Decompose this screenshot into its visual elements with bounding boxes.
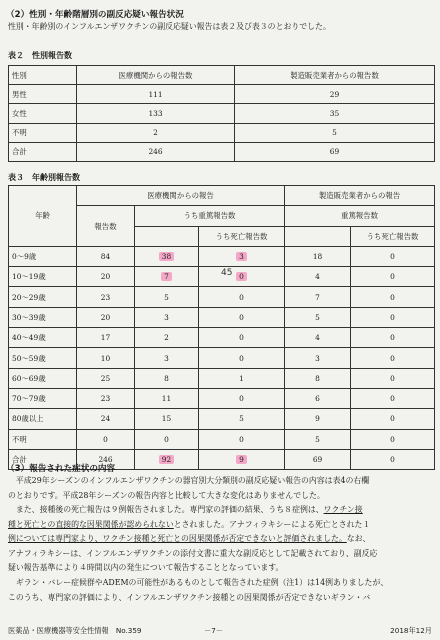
table3-cell: 不明 [9,429,77,449]
table3-cell: 0 [351,429,435,449]
table3-cell: 0 [351,246,435,266]
table2-row [9,123,435,142]
highlighted-value: 92 [159,455,174,464]
table3-cell: 5 [135,287,199,307]
table3-cell: 8 [285,368,351,388]
p1-line-1: 平成29年シーズンのインフルエンザワクチンの器官別大分類別の副反応疑い報告の内容は表4の右欄 [8,476,370,485]
sex-table [8,65,435,162]
mfr-death-header: うち死亡報告数 [351,226,435,246]
table2-cell: 133 [77,104,235,123]
table2-header-cell: 製造販売業者からの報告数 [235,66,435,85]
med-header: 医療機関からの報告 [77,186,285,206]
table2-cell: 35 [235,104,435,123]
table2-cell: 5 [235,123,435,142]
table3-cell: 80歳以上 [9,409,77,429]
mfr-header: 製造販売業者からの報告 [285,186,435,206]
table2-cell: 2 [77,123,235,142]
p2-l2-underline: 種と死亡との直接的な因果関係が認められない [8,519,174,529]
table3-cell: 246 [77,449,135,469]
table3-header-row-1 [9,186,435,206]
p2-l3-text: なお、 [346,534,371,543]
table3-cell: 0 [199,429,285,449]
table2-row [9,85,435,104]
table3-cell: 69 [285,449,351,469]
table3-cell: 8 [135,368,199,388]
table3-cell: 24 [77,409,135,429]
table3-cell: 25 [77,368,135,388]
table3-cell: 0 [351,287,435,307]
table3-cell [135,246,199,266]
p2-line-4: アナフィラキシーは、インフルエンザワクチンの添付文書に重大な副反応として記載されており、副反応 [8,548,378,558]
highlighted-value: 3 [236,252,247,261]
table3-cell: 0～9歳 [9,246,77,266]
table3-row [9,246,435,266]
table3-cell: 30～39歳 [9,307,77,327]
table2-cell: 29 [235,85,435,104]
table3-cell: 10～19歳 [9,267,77,287]
table3-cell: 3 [135,348,199,368]
table3-row [9,328,435,348]
p2-line-1 [8,503,377,518]
table3-cell: 11 [135,388,199,408]
highlighted-value: 0 [236,272,247,281]
table3-cell: 5 [285,307,351,327]
paragraph-3 [8,576,388,605]
table2-cell: 69 [235,142,435,161]
table3-cell: 20～29歳 [9,287,77,307]
table3-cell: 10 [77,348,135,368]
p2-line-2 [8,518,377,533]
table3-cell: 23 [77,388,135,408]
table3-cell: 1 [199,368,285,388]
age-header: 年齢 [9,186,77,247]
table2-cell: 246 [77,142,235,161]
section2-text: 性別・年齢別のインフルエンザワクチンの副反応疑い報告は表２及び表３のとおりでした。 [8,22,331,31]
table3-cell: 20 [77,307,135,327]
table2-cell: 女性 [9,104,77,123]
table3-cell: 0 [351,368,435,388]
table3-cell: 0 [351,267,435,287]
p3-line-1: ギラン・バレー症候群やADEMの可能性があるものとして報告された症例（注1）は14例ありましたが、 [8,578,389,587]
table3-cell: 0 [351,449,435,469]
table3-cell: 17 [77,328,135,348]
footer-publication: 医薬品・医療機器等安全性情報 No.359 [8,626,142,635]
mfr-serious-header: 重篤報告数 [285,206,435,226]
p1-line-2: のとおりです。平成28年シーズンの報告内容と比較して大きな変化はありませんでした。 [8,490,325,500]
age-table [8,185,435,470]
table3-cell: 0 [199,328,285,348]
table2-cell: 男性 [9,85,77,104]
table3-row [9,368,435,388]
count-header: 報告数 [77,206,135,247]
p2-l1-text: また、接種後の死亡報告は９例報告されました。専門家の評価の結果、うち８症例は、 [8,505,324,514]
p2-line-5: 疑い報告基準により４時間以内の発生について報告することとなっています。 [8,563,284,572]
footer-page-number: －7－ [204,626,223,635]
table3-cell: 15 [135,409,199,429]
serious-header: うち重篤報告数 [135,206,285,226]
p2-l2-text: とされました。アナフィラキシーによる死亡とされた１ [173,519,371,529]
table3-row [9,429,435,449]
table2-row [9,142,435,161]
table3-cell: 3 [285,348,351,368]
highlighted-value: 38 [159,252,174,261]
table3-cell: 0 [199,307,285,327]
table3-cell: 4 [285,267,351,287]
table3-row [9,348,435,368]
table3-cell: 0 [351,409,435,429]
table3-cell: 84 [77,246,135,266]
table3-cell: 20 [77,267,135,287]
table3-cell [199,267,285,287]
highlighted-value: 7 [161,272,172,281]
death-header: うち死亡報告数 [199,226,285,246]
table3-row [9,287,435,307]
table3-cell [135,267,199,287]
table2-header-cell: 性別 [9,66,77,85]
p2-l1-underline: ワクチン接 [323,505,363,514]
mfr-blank-cell [285,226,351,246]
table3-cell: 60～69歳 [9,368,77,388]
table3-cell: 40～49歳 [9,328,77,348]
table3-cell: 6 [285,388,351,408]
p2-l3-underline: 例については専門家より、ワクチン接種と死亡との因果関係が否定できないと評価されました。 [8,534,347,543]
table3-cell: 3 [135,307,199,327]
table3-cell: 5 [285,429,351,449]
handwritten-mark: 45 [221,268,233,278]
serious-blank-cell [135,226,199,246]
table3-cell: 50～59歳 [9,348,77,368]
section2-title: （2）性別・年齢階層別の副反応疑い報告状況 [6,10,184,20]
table3-cell [135,449,199,469]
table3-cell: 0 [199,287,285,307]
table3-cell: 0 [77,429,135,449]
paragraph-2 [8,503,377,576]
table3-cell: 合計 [9,449,77,469]
table3-cell: 7 [285,287,351,307]
table3-cell [199,246,285,266]
paragraph-1 [8,474,369,503]
table2-header-cell: 医療機関からの報告数 [77,66,235,85]
footer-date: 2018年12月 [390,626,432,635]
table3-cell: 18 [285,246,351,266]
table2-caption: 表２ 性別報告数 [8,51,72,60]
table3-cell: 4 [285,328,351,348]
table2-cell: 不明 [9,123,77,142]
table3-row [9,388,435,408]
table3-row [9,307,435,327]
p2-line-3 [8,532,377,547]
table3-cell [199,449,285,469]
table3-cell: 0 [351,328,435,348]
table3-cell: 0 [135,429,199,449]
table3-cell: 70～79歳 [9,388,77,408]
table3-row [9,409,435,429]
table3-cell: 0 [351,348,435,368]
highlighted-value: 9 [236,455,247,464]
table3-caption: 表３ 年齢別報告数 [8,173,80,182]
table2-header-row [9,66,435,85]
table3-cell: 9 [285,409,351,429]
section3-title: （3）報告された症状の内容 [6,464,116,474]
table3-cell: 23 [77,287,135,307]
p3-line-2: このうち、専門家の評価により、インフルエンザワクチン接種との因果関係が否定できないギラン・バ [8,592,371,602]
table2-row [9,104,435,123]
table2-cell: 合計 [9,142,77,161]
table3-cell: 2 [135,328,199,348]
table2-cell: 111 [77,85,235,104]
table3-cell: 0 [199,348,285,368]
table3-cell: 0 [351,307,435,327]
table3-cell: 0 [351,388,435,408]
table3-cell: 0 [199,388,285,408]
table3-cell: 5 [199,409,285,429]
